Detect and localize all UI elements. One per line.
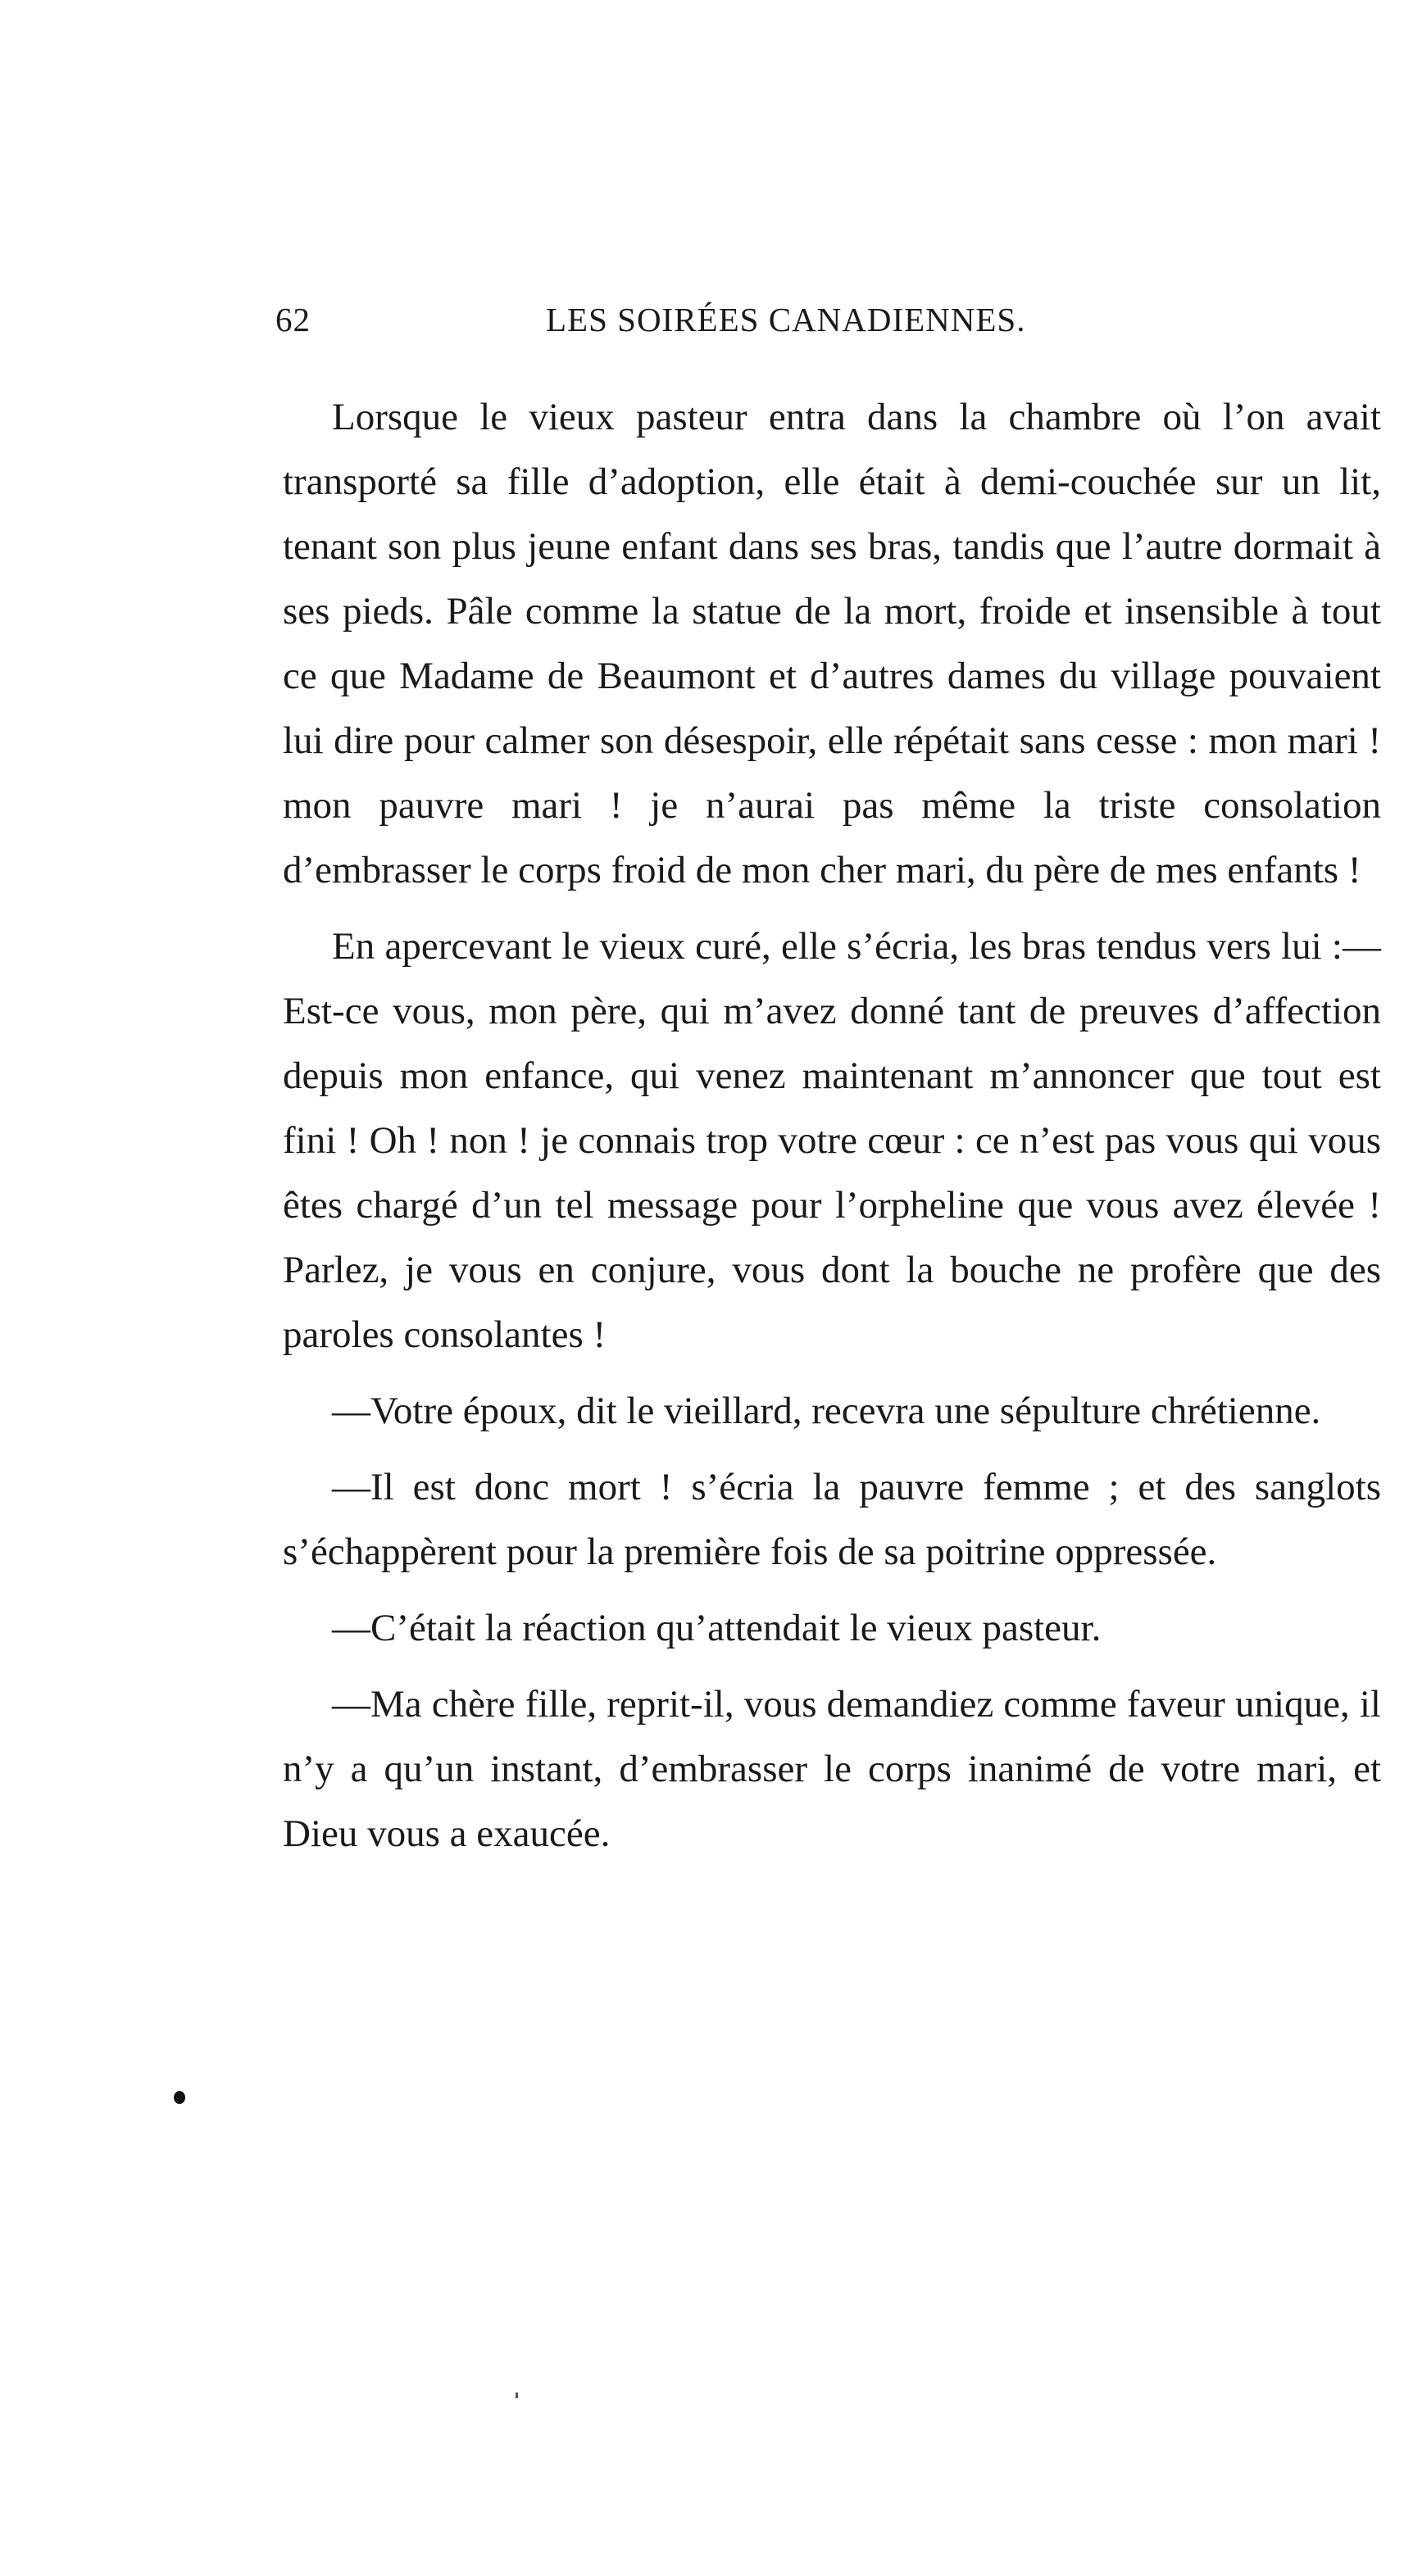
body-text: [283, 385, 1381, 1878]
paragraph-3: —Votre époux, dit le vieillard, recevra une sépulture chrétienne.: [332, 1390, 1321, 1432]
paragraph-4: —Il est donc mort ! s’écria la pauvre femme ; et des sanglots s’échappèrent pour la première fois de sa poitrine oppressée.: [283, 1466, 1381, 1573]
ink-speck: [516, 2392, 518, 2398]
paragraph-2: En apercevant le vieux curé, elle s’écria, les bras tendus vers lui :—Est-ce vous, mon père, qui m’avez donné tant de preuves d’affection depuis mon enfance, qui venez maintenant m’annoncer que tout est fini ! Oh ! non ! je connais trop votre cœur : ce n’est pas vous qui vous êtes chargé d’un tel message pour l’orpheline que vous avez élevée ! Parlez, je vous en conjure, vous dont la bouche ne profère que des paroles consolantes !: [283, 925, 1381, 1356]
running-head: [275, 300, 1382, 349]
paragraph-6: —Ma chère fille, reprit-il, vous demandiez comme faveur unique, il n’y a qu’un instant, d’embrasser le corps inanimé de votre mari, et Dieu vous a exaucée.: [283, 1683, 1381, 1855]
margin-ink-dot: [174, 2091, 185, 2104]
running-title: LES SOIRÉES CANADIENNES.: [546, 301, 1026, 338]
paragraph-1: Lorsque le vieux pasteur entra dans la chambre où l’on avait transporté sa fille d’adoption, elle était à demi-couchée sur un lit, tenant son plus jeune enfant dans ses bras, tandis que l’autre dormait à ses pieds. Pâle comme la statue de la mort, froide et insensible à tout ce que Madame de Beaumont et d’autres dames du village pouvaient lui dire pour calmer son désespoir, elle répétait sans cesse : mon mari ! mon pauvre mari ! je n’aurai pas même la triste consolation d’embrasser le corps froid de mon cher mari, du père de mes enfants !: [283, 396, 1381, 891]
page-number: 62: [275, 301, 311, 338]
paragraph-5: —C’était la réaction qu’attendait le vieux pasteur.: [332, 1607, 1102, 1649]
